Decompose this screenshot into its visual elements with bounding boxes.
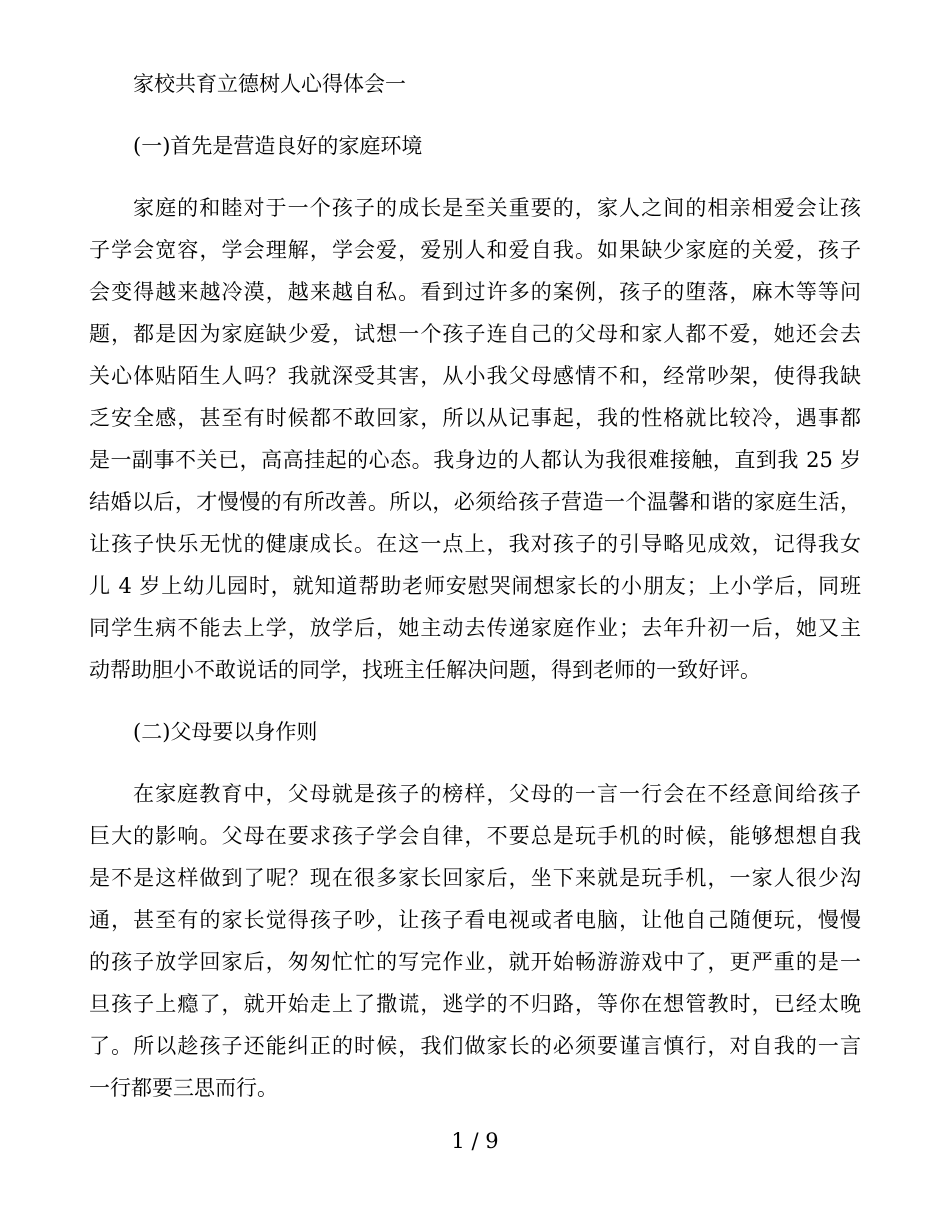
paragraph-line: 让孩子快乐无忧的健康成长。在这一点上，我对孩子的引导略见成效，记得我女 [89,532,861,556]
document-body [89,63,861,1129]
paragraph-line: 子学会宽容，学会理解，学会爱，爱别人和爱自我。如果缺少家庭的关爱，孩子 [89,238,861,262]
paragraph-line: 通，甚至有的家长觉得孩子吵，让孩子看电视或者电脑，让他自己随便玩，慢慢 [89,908,861,932]
paragraph-line: 一行都要三思而行。 [89,1076,278,1100]
paragraph-line: 是不是这样做到了呢？现在很多家长回家后，坐下来就是玩手机，一家人很少沟 [89,866,861,890]
section-heading-block [89,125,861,167]
paragraph-line: 了。所以趁孩子还能纠正的时候，我们做家长的必须要谨言慎行，对自我的一言 [89,1034,861,1058]
paragraph-line: 巨大的影响。父母在要求孩子学会自律，不要总是玩手机的时候，能够想想自我 [89,824,861,848]
paragraph-line: 儿 4 岁上幼儿园时，就知道帮助老师安慰哭闹想家长的小朋友；上小学后，同班 [89,574,861,598]
paragraph-line: 乏安全感，甚至有时候都不敢回家，所以从记事起，我的性格就比较冷，遇事都 [89,406,861,430]
paragraph-line: 题，都是因为家庭缺少爱，试想一个孩子连自己的父母和家人都不爱，她还会去 [89,322,861,346]
document-title-block [89,63,861,105]
paragraph-line: 旦孩子上瘾了，就开始走上了撒谎，逃学的不归路，等你在想管教时，已经太晚 [89,992,861,1016]
paragraph-line: 动帮助胆小不敢说话的同学，找班主任解决问题，得到老师的一致好评。 [89,658,761,682]
document-title: 家校共育立德树人心得体会一 [133,72,406,96]
paragraph-line: 是一副事不关已，高高挂起的心态。我身边的人都认为我很难接触，直到我 25 岁 [89,448,861,472]
section-heading-block [89,711,861,753]
paragraph-line: 同学生病不能去上学，放学后，她主动去传递家庭作业；去年升初一后，她又主 [89,616,861,640]
paragraph-line: 会变得越来越冷漠，越来越自私。看到过许多的案例，孩子的堕落，麻木等等问 [89,280,861,304]
section-paragraph [89,187,861,691]
section-heading: (二)父母要以身作则 [133,720,318,744]
paragraph-line: 在家庭教育中，父母就是孩子的榜样，父母的一言一行会在不经意间给孩子 [133,782,861,806]
section-heading: (一)首先是营造良好的家庭环境 [133,134,423,158]
page-number: 1 / 9 [451,1129,499,1153]
section-paragraph [89,773,861,1109]
paragraph-line: 的孩子放学回家后，匆匆忙忙的写完作业，就开始畅游游戏中了，更严重的是一 [89,950,861,974]
paragraph-line: 家庭的和睦对于一个孩子的成长是至关重要的，家人之间的相亲相爱会让孩 [133,196,861,220]
paragraph-line: 结婚以后，才慢慢的有所改善。所以，必须给孩子营造一个温馨和谐的家庭生活， [89,490,861,514]
paragraph-line: 关心体贴陌生人吗？我就深受其害，从小我父母感情不和，经常吵架，使得我缺 [89,364,861,388]
